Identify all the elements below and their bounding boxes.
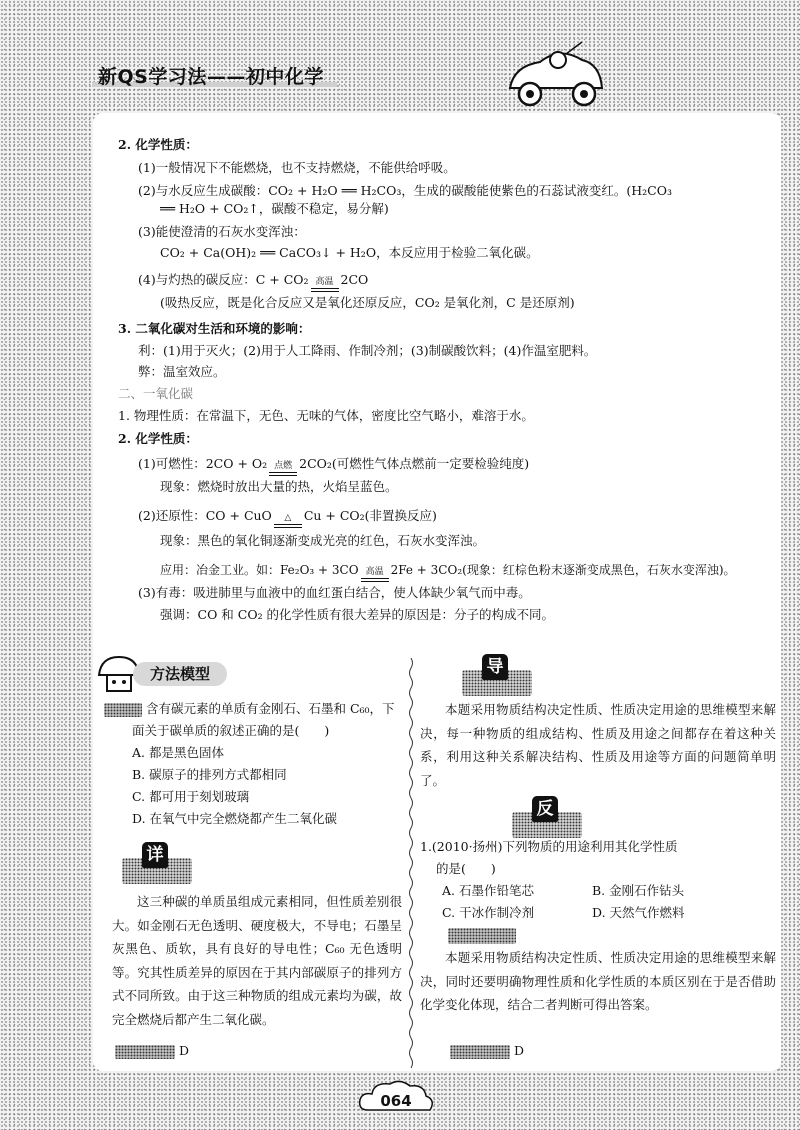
co2-prop-1: (1)一般情况下不能燃烧，也不支持燃烧，不能供给呼吸。 [138, 160, 456, 175]
co-prop-1 [138, 456, 529, 476]
reflect-answer-badge [450, 1045, 510, 1059]
reflect-options-row2 [420, 902, 780, 924]
column-divider [408, 658, 414, 1068]
co-prop-3: (3)有毒：吸进肺里与血液中的血红蛋白结合，使人体缺少氧气而中毒。 [138, 585, 531, 600]
reaction-condition [272, 514, 304, 528]
reflect-options-row1 [420, 880, 780, 902]
method-question-line2: 面关于碳单质的叙述正确的是( ) [132, 723, 330, 738]
reflect-question-line1: 1.(2010·扬州)下列物质的用途利用其化学性质 [420, 839, 678, 854]
reflect-option-b: B. 金刚石作钻头 [592, 883, 685, 898]
method-model-title [95, 655, 210, 691]
condition-label: 高温 [365, 567, 384, 577]
co2-env-pro: 利：(1)用于灭火；(2)用于人工降雨、作制冷剂；(3)制碳酸饮料；(4)作温室肥料。 [138, 343, 597, 358]
method-question-text1: 含有碳元素的单质有金刚石、石墨和 C₆₀，下 [145, 701, 395, 716]
option-b: B. 碳原子的排列方式都相同 [132, 767, 287, 782]
option-d: D. 在氧气中完全燃烧都产生二氧化碳 [132, 811, 338, 826]
reflect-answer-row [450, 1040, 524, 1062]
answer-badge [115, 1045, 175, 1059]
co-prop-2 [138, 508, 437, 528]
reflect-option-d: D. 天然气作燃料 [592, 905, 685, 920]
condition-label: 高温 [315, 277, 334, 287]
guide-explanation: 本题采用物质结构决定性质、性质决定用途的思维模型来解决，每一种物质的组成结构、性质及用途之间都存在着这种关系，利用这种关系解决结构、性质及用途等方面的问题简单明了。 [420, 702, 776, 788]
method-question-line1 [104, 698, 400, 720]
guide-glyph: 导 [482, 654, 508, 680]
co2-prop-4b: (吸热反应，既是化合反应又是氧化还原反应，CO₂ 是氧化剂，C 是还原剂) [160, 295, 575, 310]
reaction-condition [267, 462, 299, 476]
method-answer: D [178, 1043, 190, 1058]
co-prop-2-application [160, 562, 736, 582]
co-prop-1-observation: 现象：燃烧时放出大量的热，火焰呈蓝色。 [160, 479, 398, 494]
reflect-option-c: C. 干冰作制冷剂 [442, 905, 535, 920]
method-model-label: 方法模型 [133, 662, 227, 686]
detail-explanation: 这三种碳的单质虽组成元素相同，但性质差别很大。如金刚石无色透明、硬度极大，不导电；石墨呈灰黑色、质软，具有良好的导电性；C₆₀ 无色透明等。究其性质差异的原因在于其内部碳原子的排列方式不同所致。由于这三种物质的组成元素均为碳，故完全燃烧后都产生二氧化碳。 [112, 894, 402, 1027]
option-a: A. 都是黑色固体 [132, 745, 224, 760]
reflect-question-line2: 的是( ) [436, 861, 496, 876]
reflect-question-block [420, 836, 780, 924]
reflect-option-a: A. 石墨作铅笔芯 [442, 883, 534, 898]
method-question-block [104, 698, 400, 830]
example-badge [104, 703, 142, 717]
co2-prop-3b: CO₂ + Ca(OH)₂ ══ CaCO₃↓ + H₂O，本反应用于检验二氧化碳。 [160, 245, 539, 260]
co2-prop-4a [138, 272, 368, 292]
header-title: 新QS学习法——初中化学 [98, 66, 324, 88]
co-section-heading: 二、一氧化碳 [118, 386, 194, 401]
co2-env-con: 弊：温室效应。 [138, 364, 226, 379]
reaction-condition [359, 568, 391, 582]
co-emphasis: 强调：CO 和 CO₂ 的化学性质有很大差异的原因是：分子的构成不同。 [160, 607, 555, 622]
page-number [358, 1080, 434, 1114]
reflect-badge [512, 799, 582, 838]
option-c: C. 都可用于刻划玻璃 [132, 789, 250, 804]
co-physical-props: 1. 物理性质：在常温下，无色、无味的气体，密度比空气略小，难溶于水。 [118, 408, 534, 423]
detail-glyph: 详 [142, 842, 168, 868]
co2-env-heading: 3. 二氧化碳对生活和环境的影响： [118, 321, 311, 336]
co2-prop-4a-products: 2CO [340, 272, 369, 287]
co-prop-1-reactants: (1)可燃性：2CO + O₂ [138, 456, 268, 471]
car-mascot-icon [500, 38, 610, 117]
co-prop-2-products: Cu + CO₂(非置换反应) [303, 508, 437, 523]
co2-prop-4a-reactants: (4)与灼热的碳反应：C + CO₂ [138, 272, 309, 287]
co-application-reactants: 应用：冶金工业。如：Fe₂O₃ + 3CO [160, 563, 359, 577]
co-prop-1-products: 2CO₂(可燃性气体点燃前一定要检验纯度) [299, 456, 530, 471]
co-prop-2-observation: 现象：黑色的氧化铜逐渐变成光亮的红色，石灰水变浑浊。 [160, 533, 486, 548]
reflect-glyph: 反 [532, 796, 558, 822]
reflect-explanation: 本题采用物质结构决定性质、性质决定用途的思维模型来解决，同时还要明确物理性质和化学性质的本质区别在于是否借助化学变化体现，结合二者判断可得出答案。 [420, 950, 776, 1012]
reflect-answer: D [513, 1043, 525, 1058]
co-prop-2-reactants: (2)还原性：CO + CuO [138, 508, 272, 523]
co2-prop-3a: (3)能使澄清的石灰水变浑浊： [138, 224, 306, 239]
detail-badge [122, 845, 192, 884]
page-number-text: 064 [380, 1092, 412, 1110]
guide-badge [462, 657, 532, 696]
condition-label: 点燃 [274, 461, 293, 471]
reaction-condition [309, 278, 341, 292]
co2-chem-props-heading: 2. 化学性质： [118, 137, 198, 152]
reflect-explain-badge [448, 928, 516, 944]
co-chem-props-heading: 2. 化学性质： [118, 431, 198, 446]
method-answer-row [115, 1040, 189, 1062]
co-application-products: 2Fe + 3CO₂(现象：红棕色粉末逐渐变成黑色，石灰水变浑浊)。 [390, 563, 736, 577]
co2-prop-2b: ══ H₂O + CO₂↑，碳酸不稳定，易分解) [160, 201, 389, 216]
condition-label: △ [284, 513, 292, 523]
co2-prop-2a: (2)与水反应生成碳酸：CO₂ + H₂O ══ H₂CO₃，生成的碳酸能使紫色的石蕊试液变红。(H₂CO₃ [138, 183, 672, 198]
